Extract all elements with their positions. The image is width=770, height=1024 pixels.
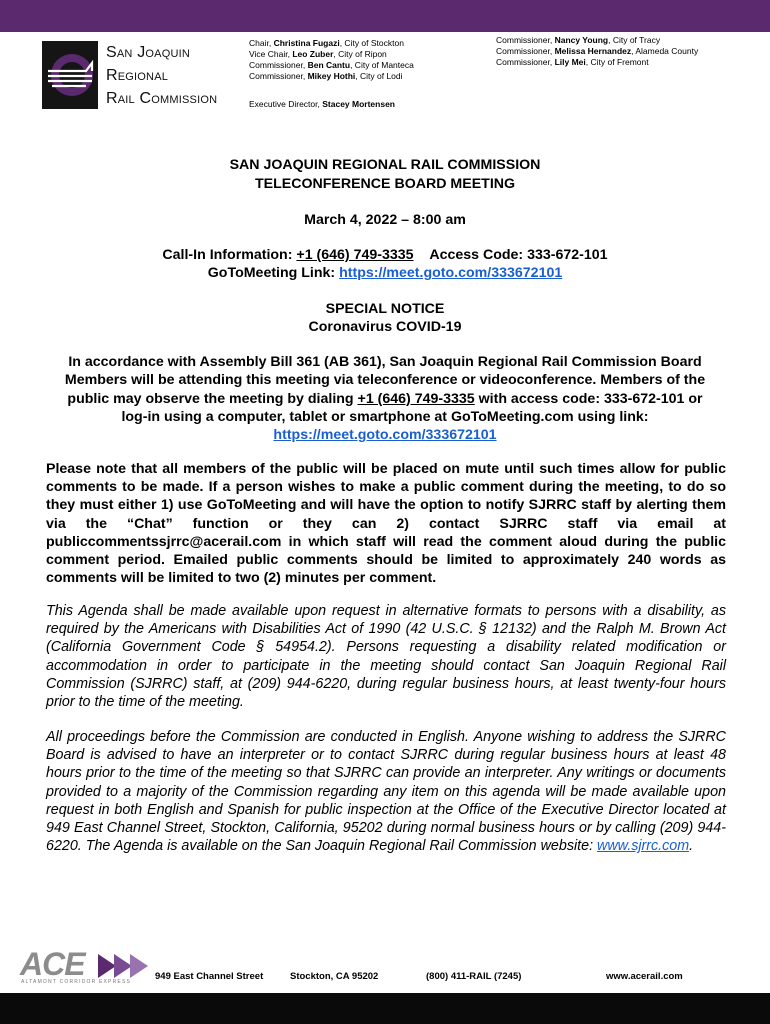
- ab361-text-2: with access code: 333-672-101 or log-in using a computer, tablet or smartphone at GoToMeeting.com using link:: [121, 390, 703, 425]
- commission-roster-right: [496, 35, 756, 68]
- exec-name: Stacey Mortensen: [322, 99, 395, 109]
- roster-role: Commissioner,: [249, 60, 308, 70]
- roster-entry: [249, 38, 479, 49]
- roster-city: , City of Ripon: [333, 49, 387, 59]
- train-logo-icon: [42, 41, 98, 109]
- meeting-date: March 4, 2022 – 8:00 am: [304, 212, 466, 228]
- roster-entry: [496, 57, 756, 68]
- meeting-title: TELECONFERENCE BOARD MEETING: [254, 176, 516, 192]
- roster-role: Commissioner,: [249, 71, 308, 81]
- roster-role: Commissioner,: [496, 35, 555, 45]
- ace-subtitle: ALTAMONT CORRIDOR EXPRESS: [21, 979, 132, 985]
- goto-label: GoToMeeting Link:: [207, 265, 340, 281]
- callin-info: [0, 246, 770, 264]
- footer-city: Stockton, CA 95202: [290, 971, 379, 982]
- bottom-color-bar: [0, 993, 770, 1024]
- roster-city: , City of Lodi: [355, 71, 403, 81]
- access-code: 333-672-101: [527, 247, 608, 263]
- exec-role: Executive Director,: [249, 99, 323, 109]
- sjrrc-website-link[interactable]: www.sjrrc.com: [597, 838, 690, 855]
- roster-role: Chair,: [249, 38, 274, 48]
- ab361-text: In accordance with Assembly Bill 361 (AB 361), San Joaquin Regional Rail Commission Board Members will be attending this meeting via teleconference or videoconference. Members of the public may observe the meeting by dialing: [64, 354, 706, 407]
- footer-website[interactable]: www.acerail.com: [606, 971, 683, 982]
- roster-name: Leo Zuber: [292, 49, 334, 59]
- roster-name: Mikey Hothi: [307, 71, 356, 81]
- commission-title: SAN JOAQUIN REGIONAL RAIL COMMISSION: [229, 157, 541, 173]
- roster-name: Ben Cantu: [307, 60, 351, 70]
- logo-line: San Joaquin: [106, 44, 190, 61]
- roster-entry: [249, 71, 479, 82]
- roster-city: , City of Fremont: [585, 57, 649, 67]
- roster-entry: [249, 60, 479, 71]
- language-paragraph: [46, 728, 726, 855]
- roster-name: Lily Mei: [554, 57, 586, 67]
- roster-name: Christina Fugazi: [273, 38, 340, 48]
- ace-logo: [20, 946, 150, 990]
- top-color-bar: [0, 0, 770, 32]
- callin-phone[interactable]: +1 (646) 749-3335: [296, 247, 414, 263]
- footer-phone: (800) 411-RAIL (7245): [426, 971, 522, 982]
- roster-entry: [496, 46, 756, 57]
- public-comment-paragraph: Please note that all members of the public will be placed on mute until such times allow for public comments to be made. If a person wishes to make a public comment during the meeting, to do so they must either 1) use GoToMeeting and will have the option to notify SJRRC staff by alerting them via the “Chat” function or they can 2) contact SJRRC staff via email at publiccommentssjrrc@acerail.com in which staff will read the comment aloud during the public comment period. Emailed public comments should be limited to approximately 240 words as comments will be limited to two (2) minutes per comment.: [46, 461, 726, 587]
- goto-info: [0, 264, 770, 282]
- roster-name: Melissa Hernandez: [554, 46, 632, 56]
- callin-label: Call-In Information:: [162, 247, 297, 263]
- roster-role: Commissioner,: [496, 57, 555, 67]
- roster-role: Vice Chair,: [249, 49, 293, 59]
- executive-director: [249, 99, 395, 109]
- ab361-paragraph: [60, 353, 710, 444]
- roster-role: Commissioner,: [496, 46, 555, 56]
- logo-wordmark: [106, 41, 217, 110]
- commission-roster-left: [249, 38, 479, 82]
- roster-entry: [249, 49, 479, 60]
- footer-address: 949 East Channel Street: [155, 971, 264, 982]
- goto-link[interactable]: https://meet.goto.com/333672101: [339, 265, 563, 281]
- roster-city: , Alameda County: [631, 46, 699, 56]
- sjrrc-logo: [42, 41, 232, 111]
- special-notice-heading: SPECIAL NOTICE: [325, 301, 445, 317]
- ab361-link[interactable]: https://meet.goto.com/333672101: [273, 427, 497, 444]
- language-text: All proceedings before the Commission are conducted in English. Anyone wishing to address the SJRRC Board is advised to have an interpreter or to contact SJRRC during regular business hours at least 48 hours prior to the time of the meeting so that SJRRC can provide an interpreter. Any writings or documents provided to a majority of the Commission regarding any item on this agenda will be made available upon request in both English and Spanish for public inspection at the Office of the Executive Director located at 949 East Channel Street, Stockton, California, 95202 during normal business hours or by calling (209) 944-6220. The Agenda is available on the San Joaquin Regional Rail Commission website:: [46, 729, 726, 855]
- access-code-label: Access Code:: [429, 247, 528, 263]
- ab361-phone[interactable]: +1 (646) 749-3335: [357, 390, 475, 407]
- covid-heading: Coronavirus COVID-19: [308, 319, 462, 335]
- language-end: .: [689, 838, 694, 855]
- roster-city: , City of Tracy: [608, 35, 661, 45]
- roster-entry: [496, 35, 756, 46]
- roster-name: Nancy Young: [554, 35, 609, 45]
- roster-city: , City of Manteca: [350, 60, 414, 70]
- logo-line: Regional: [106, 67, 169, 84]
- ace-wordmark: ACE: [20, 946, 85, 982]
- roster-city: , City of Stockton: [339, 38, 404, 48]
- logo-line: Rail Commission: [106, 90, 218, 107]
- ada-paragraph: This Agenda shall be made available upon request in alternative formats to persons with a disability, as required by the Americans with Disabilities Act of 1990 (42 U.S.C. § 12132) and the Ralph M. Brown Act (California Government Code § 54954.2). Persons requesting a disability related modification or accommodation in order to participate in the meeting should contact San Joaquin Regional Rail Commission (SJRRC) staff, at (209) 944-6220, during regular business hours, at least twenty-four hours prior to the time of the meeting.: [46, 603, 726, 711]
